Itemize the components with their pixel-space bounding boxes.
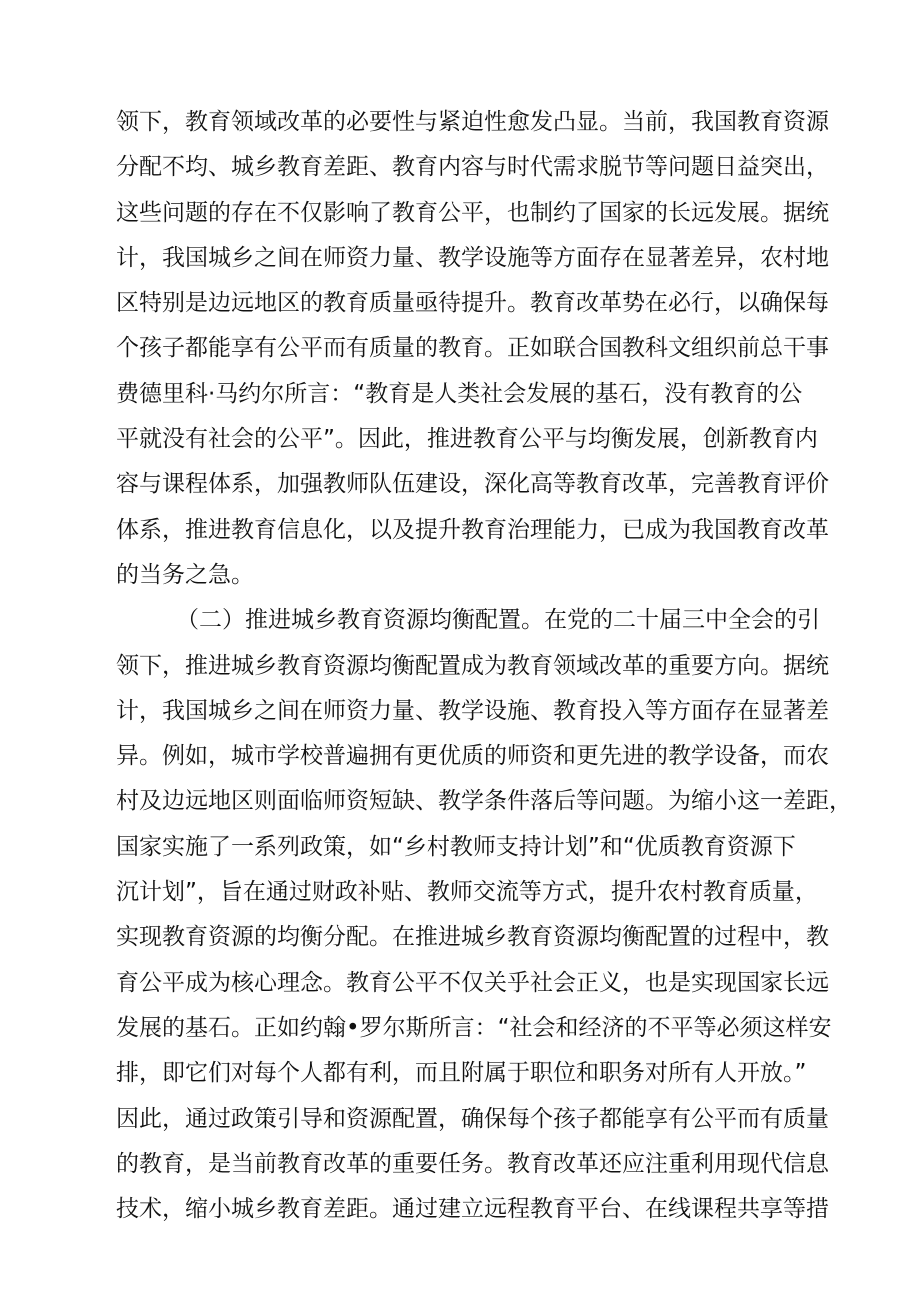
text-line: 村及边远地区则面临师资短缺、教学条件落后等问题。为缩小这一差距， bbox=[116, 788, 852, 815]
text-line: 分配不均、城乡教育差距、教育内容与时代需求脱节等问题日益突出， bbox=[116, 154, 829, 181]
text-line: 领下，推进城乡教育资源均衡配置成为教育领域改革的重要方向。据统 bbox=[116, 652, 829, 679]
text-line: 个孩子都能享有公平而有质量的教育。正如联合国教科文组织前总干事 bbox=[116, 335, 829, 362]
text-line: 费德里科·马约尔所言：“教育是人类社会发展的基石，没有教育的公 bbox=[116, 380, 803, 407]
text-line: 发展的基石。正如约翰•罗尔斯所言：“社会和经济的不平等必须这样安 bbox=[116, 1014, 832, 1041]
text-line: 容与课程体系，加强教师队伍建设，深化高等教育改革，完善教育评价 bbox=[116, 471, 829, 498]
text-line: 区特别是边远地区的教育质量亟待提升。教育改革势在必行，以确保每 bbox=[116, 290, 829, 317]
paragraph-1 bbox=[116, 100, 836, 598]
text-line: 领下，教育领域改革的必要性与紧迫性愈发凸显。当前，我国教育资源 bbox=[116, 109, 829, 135]
text-line: 计，我国城乡之间在师资力量、教学设施、教育投入等方面存在显著差 bbox=[116, 697, 829, 724]
text-line: 育公平成为核心理念。教育公平不仅关乎社会正义，也是实现国家长远 bbox=[116, 969, 829, 996]
body-text bbox=[116, 100, 852, 1232]
text-line: 的教育，是当前教育改革的重要任务。教育改革还应注重利用现代信息 bbox=[116, 1150, 829, 1177]
text-line: 平就没有社会的公平”。因此，推进教育公平与均衡发展，创新教育内 bbox=[116, 426, 818, 453]
text-line: 的当务之急。 bbox=[116, 561, 254, 588]
section-heading-line: （二）推进城乡教育资源均衡配置。在党的二十届三中全会的引 bbox=[176, 607, 820, 634]
text-line: 体系，推进教育信息化，以及提升教育治理能力，已成为我国教育改革 bbox=[116, 516, 829, 543]
text-line: 沉计划”，旨在通过财政补贴、教师交流等方式，提升农村教育质量， bbox=[116, 879, 818, 906]
paragraph-2 bbox=[116, 598, 852, 1232]
text-line: 这些问题的存在不仅影响了教育公平，也制约了国家的长远发展。据统 bbox=[116, 199, 829, 226]
text-line: 异。例如，城市学校普遍拥有更优质的师资和更先进的教学设备，而农 bbox=[116, 743, 829, 770]
text-line: 排，即它们对每个人都有利，而且附属于职位和职务对所有人开放。” bbox=[116, 1060, 807, 1087]
text-line: 技术，缩小城乡教育差距。通过建立远程教育平台、在线课程共享等措 bbox=[116, 1196, 829, 1223]
text-line: 计，我国城乡之间在师资力量、教学设施等方面存在显著差异，农村地 bbox=[116, 244, 829, 271]
text-line: 实现教育资源的均衡分配。在推进城乡教育资源均衡配置的过程中，教 bbox=[116, 924, 829, 951]
text-line: 因此，通过政策引导和资源配置，确保每个孩子都能享有公平而有质量 bbox=[116, 1105, 829, 1132]
text-line: 国家实施了一系列政策，如“乡村教师支持计划”和“优质教育资源下 bbox=[116, 833, 796, 860]
